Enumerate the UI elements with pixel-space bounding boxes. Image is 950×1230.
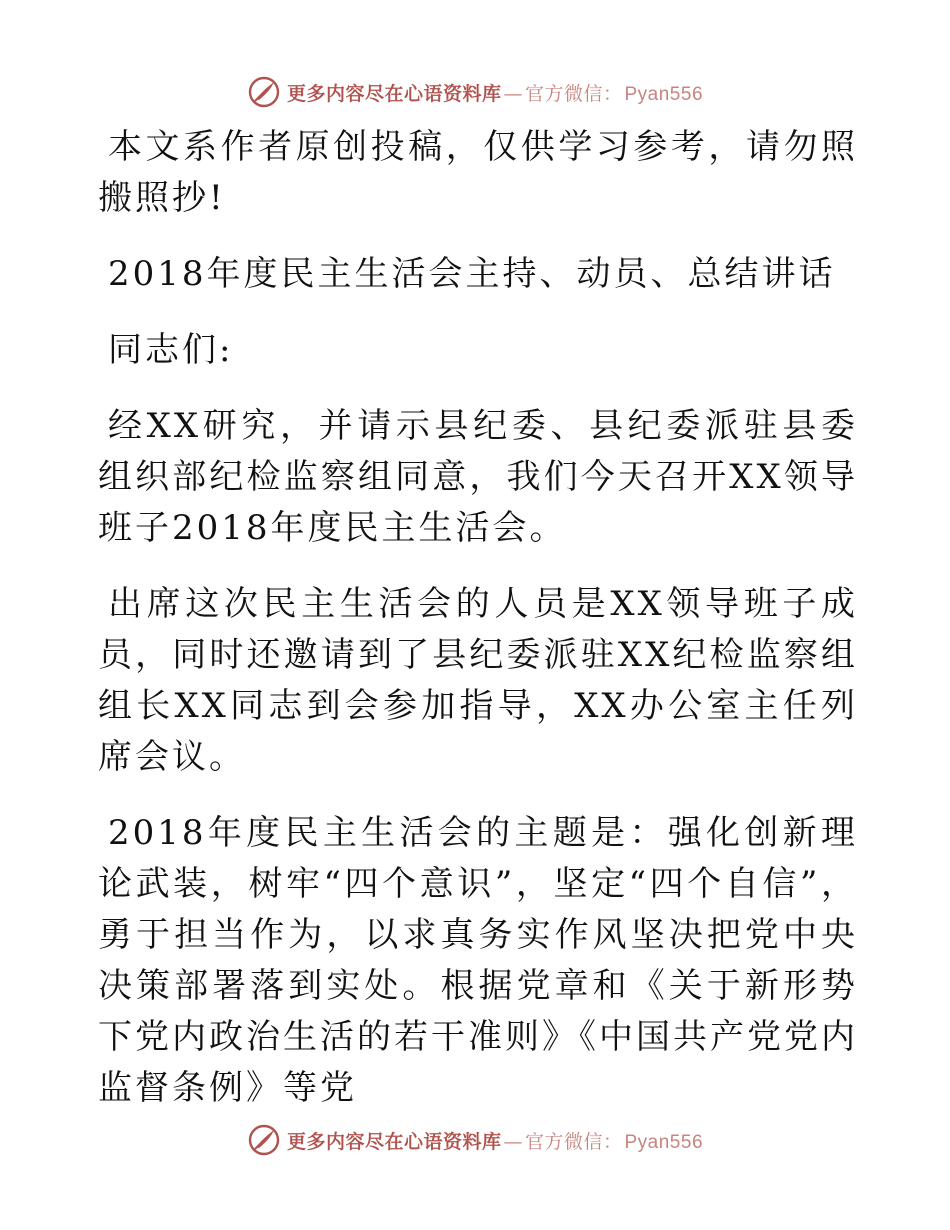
footer-watermark xyxy=(0,1120,950,1160)
watermark-text xyxy=(287,79,703,106)
watermark-wechat-label: 官方微信： xyxy=(524,1130,623,1153)
watermark-wechat-id: Pyan556 xyxy=(624,83,704,105)
watermark-main: 更多内容尽在心语资料库 xyxy=(286,82,502,105)
paragraph-salutation: 同志们: xyxy=(108,330,234,370)
quill-seal-icon xyxy=(247,75,281,109)
paragraph-theme: 2018年度民主生活会的主题是：强化创新理论武装，树牢“四个意识”，坚定“四个自信”，勇于担当作为，以求真务实作风坚决把党中央决策部署落到实处。根据党章和《关于新形势下党内政治生活的若干准则》《中国共产党党内监督条例》等党 xyxy=(98,813,858,1108)
paragraph-title: 2018年度民主生活会主持、动员、总结讲话 xyxy=(108,254,836,294)
watermark-wechat-label: 官方微信： xyxy=(524,82,623,105)
watermark-wechat-id: Pyan556 xyxy=(624,1131,704,1153)
paragraph-disclaimer: 本文系作者原创投稿，仅供学习参考，请勿照搬照抄! xyxy=(98,127,858,218)
quill-seal-icon xyxy=(247,1123,281,1157)
header-watermark xyxy=(0,72,950,112)
paragraph-opening: 经XX研究，并请示县纪委、县纪委派驻县委组织部纪检监察组同意，我们今天召开XX领导班子2018年度民主生活会。 xyxy=(98,406,858,548)
watermark-separator: — xyxy=(503,1130,523,1153)
paragraph-attendees: 出席这次民主生活会的人员是XX领导班子成员，同时还邀请到了县纪委派驻XX纪检监察组组长XX同志到会参加指导，XX办公室主任列席会议。 xyxy=(98,584,858,777)
watermark-text xyxy=(287,1127,703,1154)
watermark-main: 更多内容尽在心语资料库 xyxy=(286,1130,502,1153)
document-body xyxy=(98,122,858,1139)
watermark-separator: — xyxy=(503,82,523,105)
